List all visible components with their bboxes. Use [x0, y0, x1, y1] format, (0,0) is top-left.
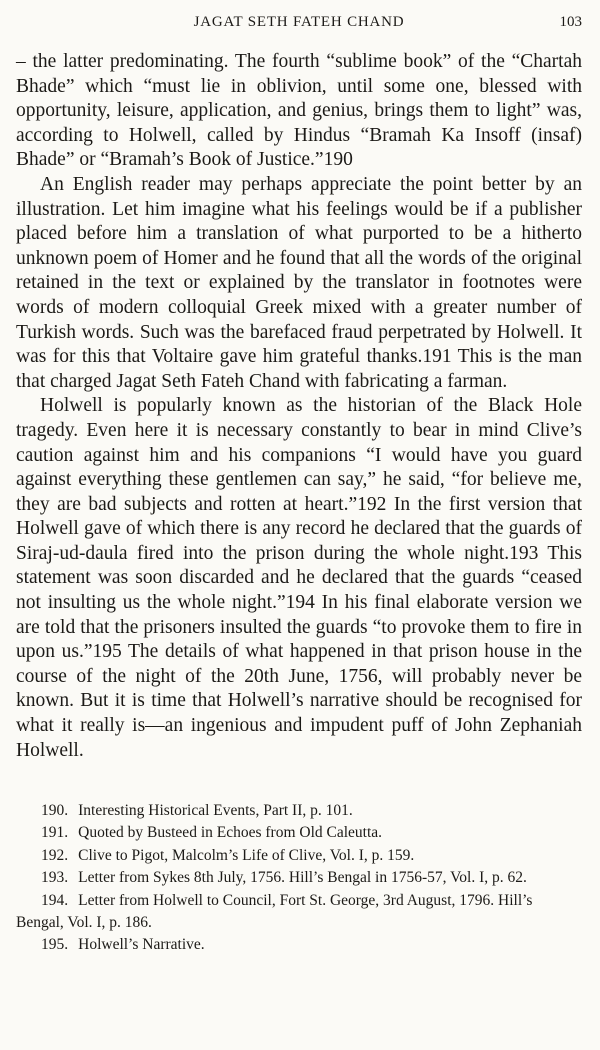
- footnote-number: 191.: [41, 824, 69, 842]
- footnote-text: Letter from Holwell to Council, Fort St. George, 3rd August, 1796. Hill’s Bengal, Vol. I, p. 186.: [16, 891, 533, 932]
- footnote: [16, 867, 582, 889]
- running-head: [16, 14, 582, 34]
- footnote-text: Interesting Historical Events, Part II, p. 101.: [78, 802, 353, 819]
- footnote-number: 194.: [41, 891, 69, 909]
- footnote-number: 190.: [41, 802, 69, 819]
- footnote: [16, 890, 582, 935]
- footnote-text: Letter from Sykes 8th July, 1756. Hill’s Bengal in 1756-57, Vol. I, p. 62.: [78, 869, 527, 887]
- paragraph: An English reader may perhaps appreciate the point better by an illustration. Let him imagine what his feelings would be if a publisher placed before him a translation of what purported to be a hitherto unknown poem of Homer and he found that all the words of the original retained in the text or explained by the translator in footnotes were words of modern colloquial Greek mixed with a greater number of Turkish words. Such was the barefaced fraud perpetrated by Holwell. It was for this that Voltaire gave him grateful thanks.191 This is the man that charged Jagat Seth Fateh Chand with fabricating a farman.: [16, 173, 582, 392]
- footnote-text: Holwell’s Narrative.: [78, 936, 205, 954]
- body-text: [16, 50, 582, 763]
- footnote-number: 193.: [41, 869, 69, 887]
- footnote-text: Quoted by Busteed in Echoes from Old Caleutta.: [78, 824, 383, 842]
- footnote: [16, 934, 582, 956]
- footnote: [16, 845, 582, 867]
- footnote-number: 192.: [41, 846, 69, 864]
- running-title: JAGAT SETH FATEH CHAND: [193, 14, 405, 30]
- footnote-number: 195.: [41, 936, 69, 954]
- footnotes: [16, 800, 582, 957]
- footnote-text: Clive to Pigot, Malcolm’s Life of Clive, Vol. I, p. 159.: [78, 846, 415, 864]
- footnote: [16, 822, 582, 844]
- footnote: [16, 800, 582, 822]
- paragraph: – the latter predominating. The fourth “sublime book” of the “Chartah Bhade” which “must lie in oblivion, until some one, blessed with opportunity, leisure, application, and genius, brings them to light” was, according to Holwell, called by Hindus “Bramah Ka Insoff (insaf) Bhade” or “Bramah’s Book of Justice.”190: [16, 51, 582, 171]
- paragraph: Holwell is popularly known as the historian of the Black Hole tragedy. Even here it is necessary constantly to bear in mind Clive’s caution against him and his companions “I would have you guard against everything these gentlemen can say,” he said, “for believe me, they are bad subjects and rotten at heart.”192 In the first version that Holwell gave of which there is any record he declared that the guards of Siraj-ud-daula fired into the prison during the whole night.193 This statement was soon discarded and he declared that the guards “ceased not insulting us the whole night.”194 In his final elaborate version we are told that the prisoners insulted the guards “to provoke them to fire in upon us.”195 The details of what happened in that prison house in the course of the night of the 20th June, 1756, will probably never be known. But it is time that Holwell’s narrative should be recognised for what it really is—an ingenious and impudent puff of John Zephaniah Holwell.: [16, 395, 582, 761]
- page-number: 103: [559, 14, 582, 30]
